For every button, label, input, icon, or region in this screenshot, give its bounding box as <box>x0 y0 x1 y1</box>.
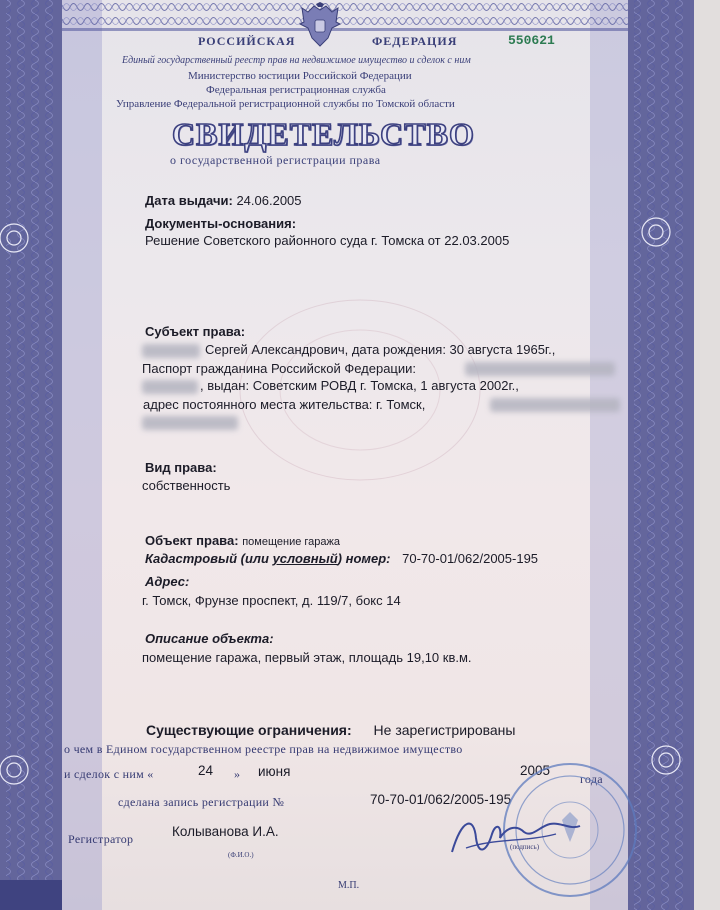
record-month: июня <box>258 764 291 779</box>
record-entry-number: 70-70-01/062/2005-195 <box>370 792 512 807</box>
cadastral-label-underlined: условный <box>272 551 338 566</box>
record-line-1: о чем в Едином государственном реестре прав на недвижимое имущество <box>64 742 463 756</box>
document-title: СВИДЕТЕЛЬСТВО <box>172 116 475 152</box>
restrictions-row <box>146 722 515 738</box>
cadastral-label-c: ) номер: <box>337 551 391 566</box>
cadastral-label-a: Кадастровый (или <box>145 551 273 566</box>
right-type-value: собственность <box>142 478 231 493</box>
subject-line-4: адрес постоянного места жительства: г. Томск, <box>143 397 426 412</box>
subject-line-3: , выдан: Советским РОВД г. Томска, 1 августа 2002г., <box>200 378 519 393</box>
issue-date-value: 24.06.2005 <box>236 193 302 208</box>
redacted-surname <box>142 344 200 358</box>
cadastral-row <box>145 551 538 566</box>
registry-line: Единый государственный реестр прав на недвижимое имущество и сделок с ним <box>122 55 471 66</box>
redacted-passport-series <box>142 380 198 394</box>
documents-value: Решение Советского районного суда г. Томска от 22.03.2005 <box>145 233 510 248</box>
subject-label: Субъект права: <box>145 324 246 339</box>
country-label-right: ФЕДЕРАЦИЯ <box>372 34 458 48</box>
right-type-label: Вид права: <box>145 460 217 475</box>
record-year: 2005 <box>520 763 551 778</box>
record-line-2-prefix: и сделок с ним « <box>64 767 154 781</box>
description-label: Описание объекта: <box>145 631 274 646</box>
redacted-passport-number <box>465 362 615 376</box>
restrictions-value: Не зарегистрированы <box>373 722 516 738</box>
issue-date-label: Дата выдачи: <box>145 193 233 208</box>
cadastral-number: 70-70-01/062/2005-195 <box>402 551 539 566</box>
record-day: 24 <box>198 763 214 778</box>
address-label: Адрес: <box>145 574 190 589</box>
subject-line-1: Сергей Александрович, дата рождения: 30 августа 1965г., <box>205 342 556 357</box>
restrictions-label: Существующие ограничения: <box>146 722 352 738</box>
office-line: Управление Федеральной регистрационной службы по Томской области <box>116 98 455 110</box>
double-headed-eagle-emblem <box>298 2 342 52</box>
redacted-address <box>490 398 620 412</box>
signature-caption: (подпись) <box>510 843 540 851</box>
registrar-name: Колыванова И.А. <box>172 824 279 839</box>
record-day-close: » <box>234 767 241 781</box>
service-line: Федеральная регистрационная служба <box>206 84 386 96</box>
document-subtitle: о государственной регистрации права <box>170 153 381 167</box>
description-value: помещение гаража, первый этаж, площадь 19,10 кв.м. <box>142 650 472 665</box>
object-value: помещение гаража <box>242 536 340 548</box>
record-entry-label: сделана запись регистрации № <box>118 795 285 809</box>
documents-label: Документы-основания: <box>145 216 297 231</box>
issue-date-row <box>145 193 302 208</box>
serial-number: 550621 <box>508 33 555 48</box>
fio-caption: (Ф.И.О.) <box>228 851 254 859</box>
record-year-suffix: года <box>580 772 603 786</box>
seal-place-label: М.П. <box>338 880 360 891</box>
ministry-line: Министерство юстиции Российской Федерации <box>188 70 412 82</box>
registrar-label: Регистратор <box>68 832 134 846</box>
subject-line-2: Паспорт гражданина Российской Федерации: <box>142 361 417 376</box>
country-label-left: РОССИЙСКАЯ <box>198 34 296 48</box>
registrar-signature <box>446 808 586 868</box>
address-value: г. Томск, Фрунзе проспект, д. 119/7, бокс 14 <box>142 593 401 608</box>
object-row <box>145 533 340 548</box>
redacted-address-continued <box>142 416 238 430</box>
object-label: Объект права: <box>145 533 239 548</box>
